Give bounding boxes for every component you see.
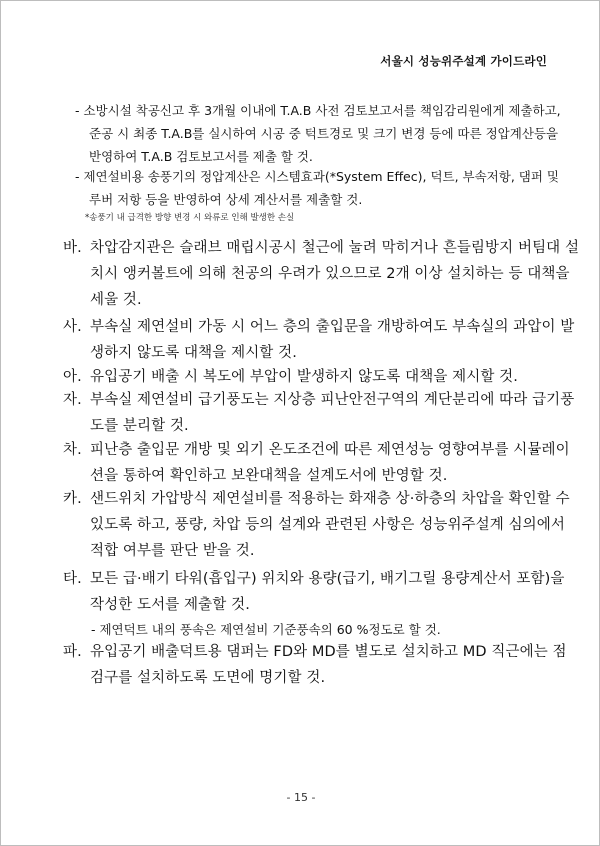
list-item-sa — [63, 314, 580, 366]
item-marker: 타. — [63, 571, 82, 587]
list-item-ta — [63, 566, 580, 618]
item-text: 피난층 출입문 개방 및 외기 온도조건에 따른 제연성능 영향여부를 시뮬레이션을 통하여 확인하고 보완대책을 설계도서에 반영할 것. — [90, 442, 570, 484]
list-item-cha — [63, 437, 580, 489]
item-text: 부속실 제연설비 가동 시 어느 층의 출입문을 개방하여도 부속실의 과압이 발생하지 않도록 대책을 제시할 것. — [90, 319, 575, 361]
item-marker: 파. — [63, 644, 82, 660]
item-text: 샌드위치 가압방식 제연설비를 적용하는 화재층 상·하층의 차압을 확인할 수 있도록 하고, 풍량, 차압 등의 설계와 관련된 사항은 성능위주설계 심의에서 적합 여부를 판단 받을 것. — [90, 491, 570, 559]
item-marker: 아. — [63, 369, 82, 385]
footnote: *송풍기 내 급격한 방향 변경 시 와류로 인해 발생한 손실 — [85, 213, 295, 223]
sub-item-static-pressure: - 제연설비용 송풍기의 정압계산은 시스템효과(*System Effec), 덕트, 부속저항, 댐퍼 및 루버 저항 등을 반영하여 상세 계산서를 제출할 것. — [75, 169, 559, 207]
item-marker: 바. — [63, 240, 82, 256]
item-marker: 자. — [63, 392, 82, 408]
list-item-ba — [63, 235, 580, 313]
list-item-ja — [63, 387, 580, 439]
item-text: 유입공기 배출덕트용 댐퍼는 FD와 MD를 별도로 설치하고 MD 직근에는 점검구를 설치하도록 도면에 명기할 것. — [90, 644, 567, 686]
page-number: - 15 - — [286, 791, 316, 804]
item-text: 모든 급·배기 타워(흡입구) 위치와 용량(급기, 배기그릴 용량계산서 포함)을 작성한 도서를 제출할 것. — [90, 571, 565, 613]
item-text: 부속실 제연설비 급기풍도는 지상층 피난안전구역의 계단분리에 따라 급기풍도를 분리할 것. — [90, 392, 575, 434]
item-text: 유입공기 배출 시 복도에 부압이 발생하지 않도록 대책을 제시할 것. — [90, 369, 518, 385]
item-marker: 사. — [63, 319, 82, 335]
item-marker: 차. — [63, 442, 82, 458]
list-item-pa — [63, 639, 580, 691]
running-header: 서울시 성능위주설계 가이드라인 — [380, 54, 547, 68]
sub-item-tab-report: - 소방시설 착공신고 후 3개월 이내에 T.A.B 사전 검토보고서를 책임감리원에게 제출하고, 준공 시 최종 T.A.B를 실시하여 시공 중 턱트경로 및 크기 변경 등에 따른 정압계산등을 반영하여 T.A.B 검토보고서를 제출 할 것. — [75, 103, 561, 164]
item-text: 차압감지관은 슬래브 매립시공시 철근에 눌려 막히거나 흔들림방지 버팀대 설치시 앵커볼트에 의해 천공의 우려가 있으므로 2개 이상 설치하는 등 대책을 세울 것. — [90, 240, 580, 308]
sub-item-duct-velocity: - 제연덕트 내의 풍속은 제연설비 기준풍속의 60 %정도로 할 것. — [91, 622, 441, 637]
list-item-ka — [63, 486, 580, 564]
item-marker: 카. — [63, 491, 82, 507]
